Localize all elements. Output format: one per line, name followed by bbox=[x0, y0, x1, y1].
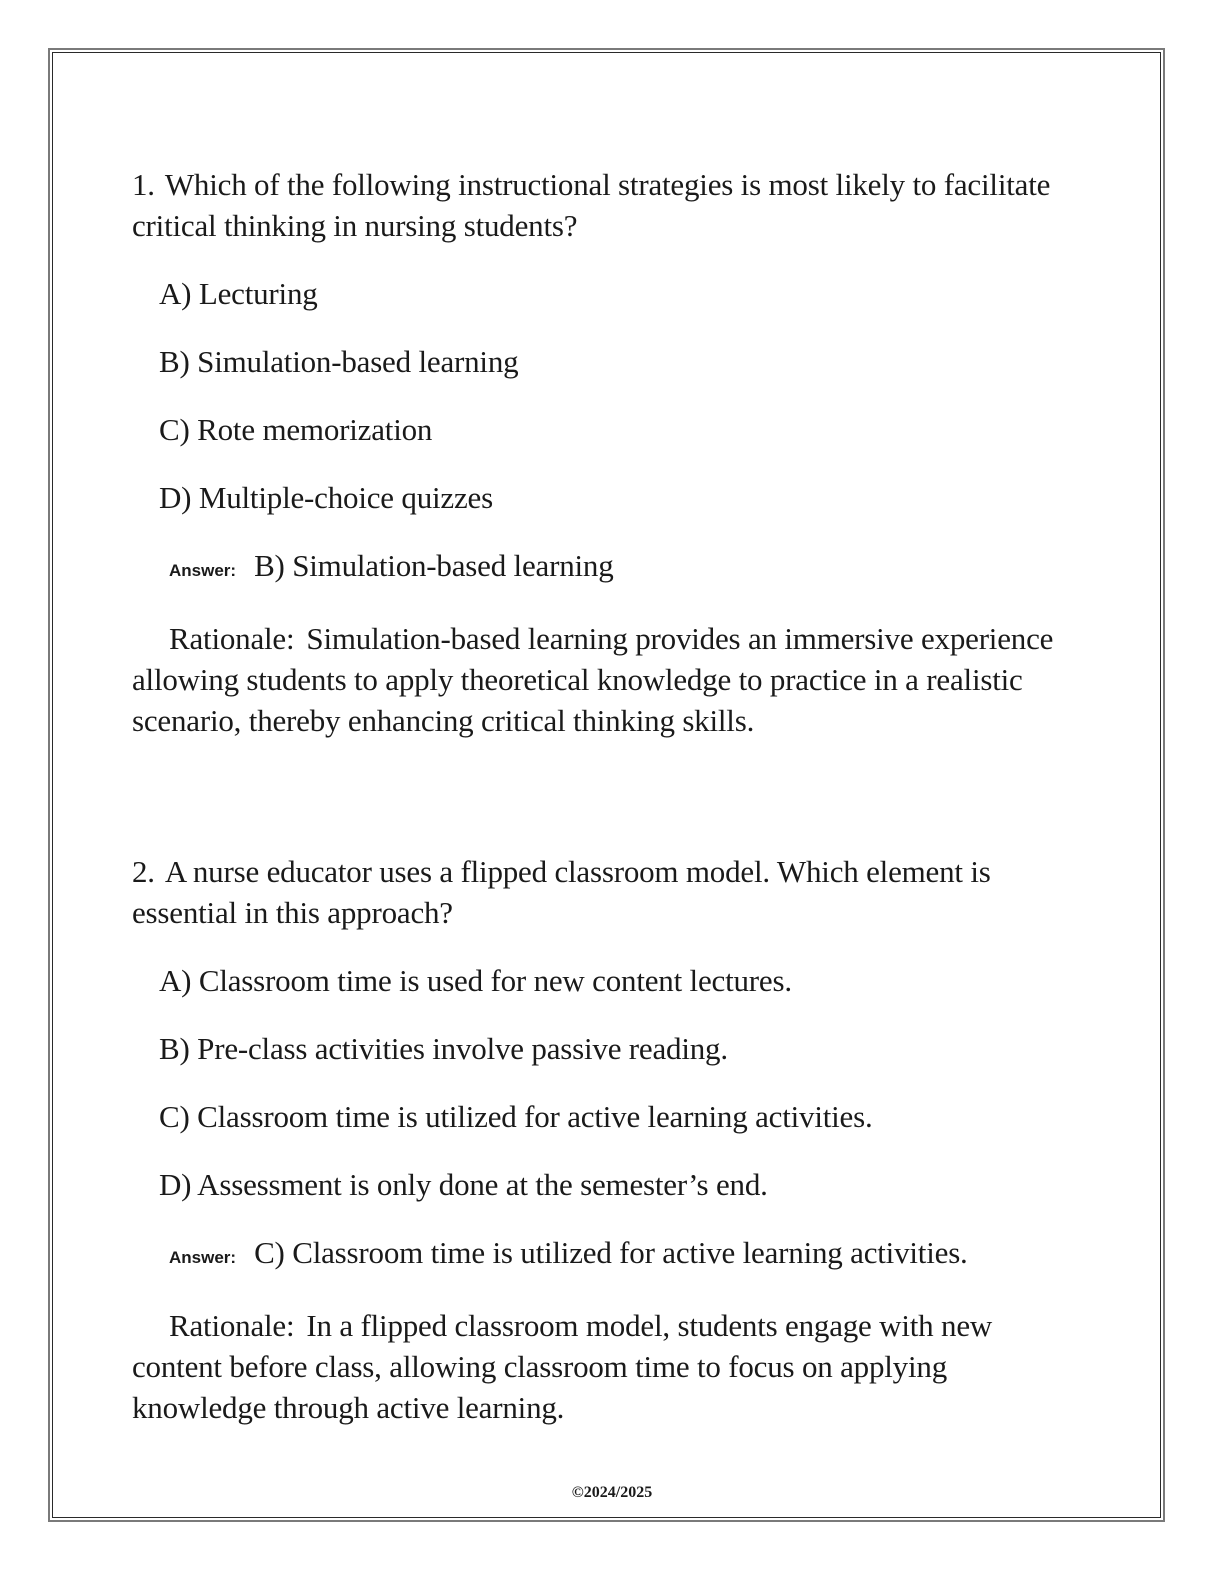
option-d: D) Multiple-choice quizzes bbox=[159, 480, 493, 515]
rationale bbox=[132, 1305, 1072, 1428]
question-1 bbox=[132, 164, 1072, 741]
option-c: C) Classroom time is utilized for active learning activities. bbox=[159, 1099, 873, 1134]
question-stem bbox=[132, 851, 1072, 933]
answer-label: Answer: bbox=[169, 1248, 237, 1267]
option-d: D) Assessment is only done at the semester’s end. bbox=[159, 1167, 768, 1202]
question-2 bbox=[132, 851, 1072, 1428]
answer-text: B) Simulation-based learning bbox=[254, 548, 614, 583]
rationale-text: In a flipped classroom model, students engage with new content before class, allowing classroom time to focus on applying knowledge through active learning. bbox=[132, 1308, 993, 1425]
copyright-footer: ©2024/2025 bbox=[571, 1484, 653, 1501]
question-stem bbox=[132, 164, 1072, 246]
option-c: C) Rote memorization bbox=[159, 412, 433, 447]
option-a: A) Lecturing bbox=[159, 276, 318, 311]
document-body bbox=[132, 164, 1072, 1428]
rationale-label: Rationale: bbox=[169, 621, 295, 656]
rationale-text: Simulation-based learning provides an immersive experience allowing students to apply theoretical knowledge to practice in a realistic scenario, thereby enhancing critical thinking skills. bbox=[132, 621, 1054, 738]
option-b: B) Simulation-based learning bbox=[159, 344, 519, 379]
question-text: Which of the following instructional strategies is most likely to facilitate critical thinking in nursing students? bbox=[132, 167, 1051, 243]
question-text: A nurse educator uses a flipped classroom model. Which element is essential in this approach? bbox=[132, 854, 991, 930]
question-number: 2. bbox=[132, 854, 155, 889]
option-a: A) Classroom time is used for new content lectures. bbox=[159, 963, 792, 998]
question-number: 1. bbox=[132, 167, 155, 202]
answer-line bbox=[169, 545, 1072, 591]
answer-line bbox=[169, 1232, 1072, 1278]
question-spacer bbox=[132, 741, 1072, 851]
option-b: B) Pre-class activities involve passive reading. bbox=[159, 1031, 728, 1066]
rationale bbox=[132, 618, 1072, 741]
answer-text: C) Classroom time is utilized for active learning activities. bbox=[254, 1235, 968, 1270]
rationale-label: Rationale: bbox=[169, 1308, 295, 1343]
answer-label: Answer: bbox=[169, 561, 237, 580]
